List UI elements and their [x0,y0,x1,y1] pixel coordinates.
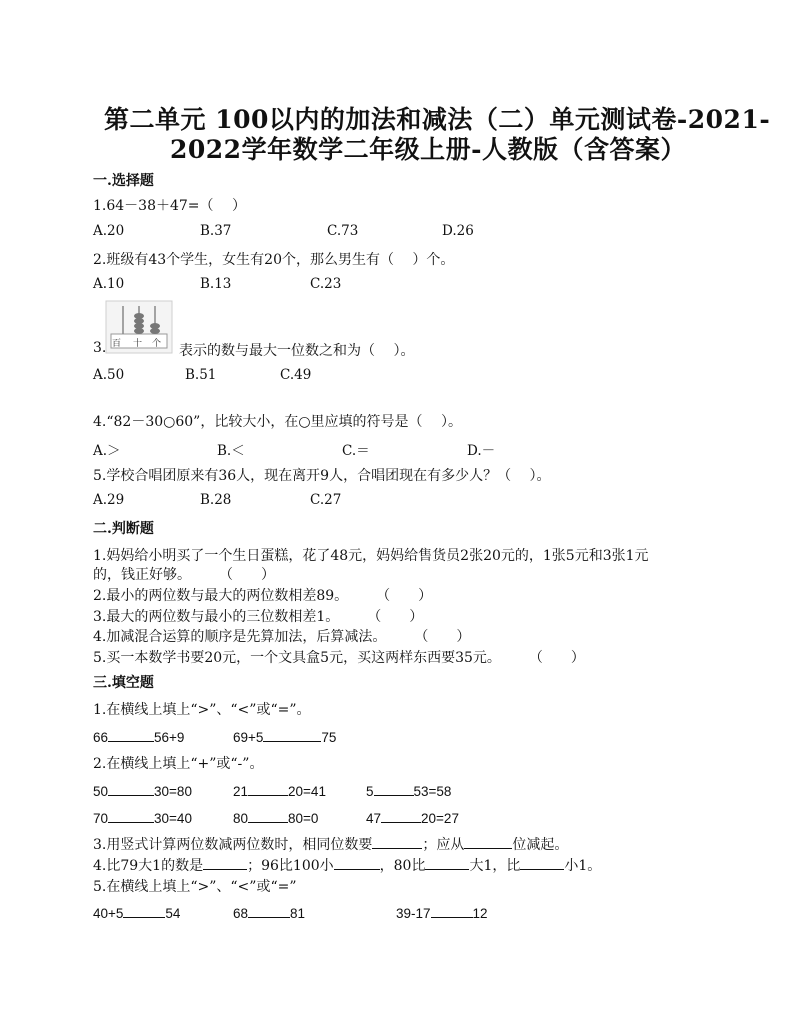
question-1-2: 2.班级有43个学生，女生有20个，那么男生有（ ）个。 [93,252,455,268]
fill-item: 40+5 54 [93,903,180,921]
option-c: C.73 [327,223,359,239]
option-d: D.26 [442,223,474,239]
question-1-3-number: 3. [93,340,107,356]
answer-blank[interactable] [372,834,422,849]
answer-blank[interactable] [334,855,380,870]
answer-blank[interactable] [263,727,321,742]
answer-blank[interactable] [248,808,288,823]
option-b: B.＜ [217,443,245,459]
option-d: D.－ [467,443,496,459]
option-b: B.13 [200,276,232,292]
fill-item: 5 53=58 [366,781,451,799]
question-2-3: 3.最大的两位数与最小的三位数相差1。 （ ） [93,609,424,625]
answer-blank[interactable] [381,808,421,823]
answer-blank[interactable] [425,855,469,870]
question-1-5: 5.学校合唱团原来有36人，现在离开9人，合唱团现在有多少人？（ ）。 [93,468,551,484]
question-2-5: 5.买一本数学书要20元，一个文具盒5元，买这两样东西要35元。 （ ） [93,650,585,666]
answer-blank[interactable] [123,903,165,918]
fill-item: 39-17 12 [396,903,488,921]
fill-item: 69+5 75 [233,727,336,745]
question-2-1-line2: 的，钱正好够。 （ ） [93,567,275,583]
answer-blank[interactable] [374,781,414,796]
abacus-label-tens: 十 [133,339,143,349]
option-c: C.49 [280,367,312,383]
fill-item: 68 81 [233,903,305,921]
question-2-2: 2.最小的两位数与最大的两位数相差89。 （ ） [93,588,433,604]
section-heading-choice: 一.选择题 [93,173,154,189]
question-1-3: 表示的数与最大一位数之和为（ ）。 [179,343,415,359]
fill-item: 21 20=41 [233,781,326,799]
option-a: A.20 [93,223,125,239]
answer-blank[interactable] [203,855,247,870]
option-b: B.28 [200,492,232,508]
question-3-3: 3.用竖式计算两位数减两位数时，相同位数要 ；应从 位减起。 [93,834,568,854]
answer-blank[interactable] [108,727,154,742]
question-3-5: 5.在横线上填上“>”、“<”或“=” [93,879,297,895]
question-1-4: 4.“82－30○60”，比较大小，在○里应填的符号是（ ）。 [93,414,462,430]
page-title-line1: 第二单元 100以内的加法和减法（二）单元测试卷-2021- [104,105,771,134]
question-2-4: 4.加减混合运算的顺序是先算加法，后算减法。 （ ） [93,629,471,645]
fill-item: 70 30=40 [93,808,192,826]
answer-blank[interactable] [108,781,154,796]
question-2-1-line1: 1.妈妈给小明买了一个生日蛋糕，花了48元，妈妈给售货员2张20元的，1张5元和3张1元 [93,548,649,564]
section-heading-fill: 三.填空题 [93,675,154,691]
question-3-4: 4.比79大1的数是 ；96比100小 ，80比 大1，比 小1。 [93,855,601,875]
question-1-1: 1.64－38＋47=（ ） [93,198,246,214]
abacus-label-hundreds: 百 [112,339,122,349]
question-3-1: 1.在横线上填上“>”、“<”或“=”。 [93,702,311,718]
fill-item: 66 56+9 [93,727,184,745]
answer-blank[interactable] [520,855,564,870]
section-heading-judgement: 二.判断题 [93,521,154,537]
answer-blank[interactable] [108,808,154,823]
option-c: C.＝ [342,443,370,459]
answer-blank[interactable] [431,903,473,918]
answer-blank[interactable] [464,834,512,849]
option-b: B.51 [185,367,217,383]
question-3-2: 2.在横线上填上“+”或“-”。 [93,756,264,772]
option-a: A.50 [93,367,125,383]
option-c: C.27 [310,492,342,508]
option-c: C.23 [310,276,342,292]
fill-item: 80 80=0 [233,808,318,826]
option-a: A.＞ [93,443,121,459]
answer-blank[interactable] [248,903,290,918]
option-a: A.10 [93,276,125,292]
fill-item: 50 30=80 [93,781,192,799]
abacus-label-ones: 个 [152,339,162,349]
answer-blank[interactable] [248,781,288,796]
option-b: B.37 [200,223,232,239]
page-title-line2: 2022学年数学二年级上册-人教版（含答案） [170,135,686,164]
option-a: A.29 [93,492,125,508]
fill-item: 47 20=27 [366,808,459,826]
